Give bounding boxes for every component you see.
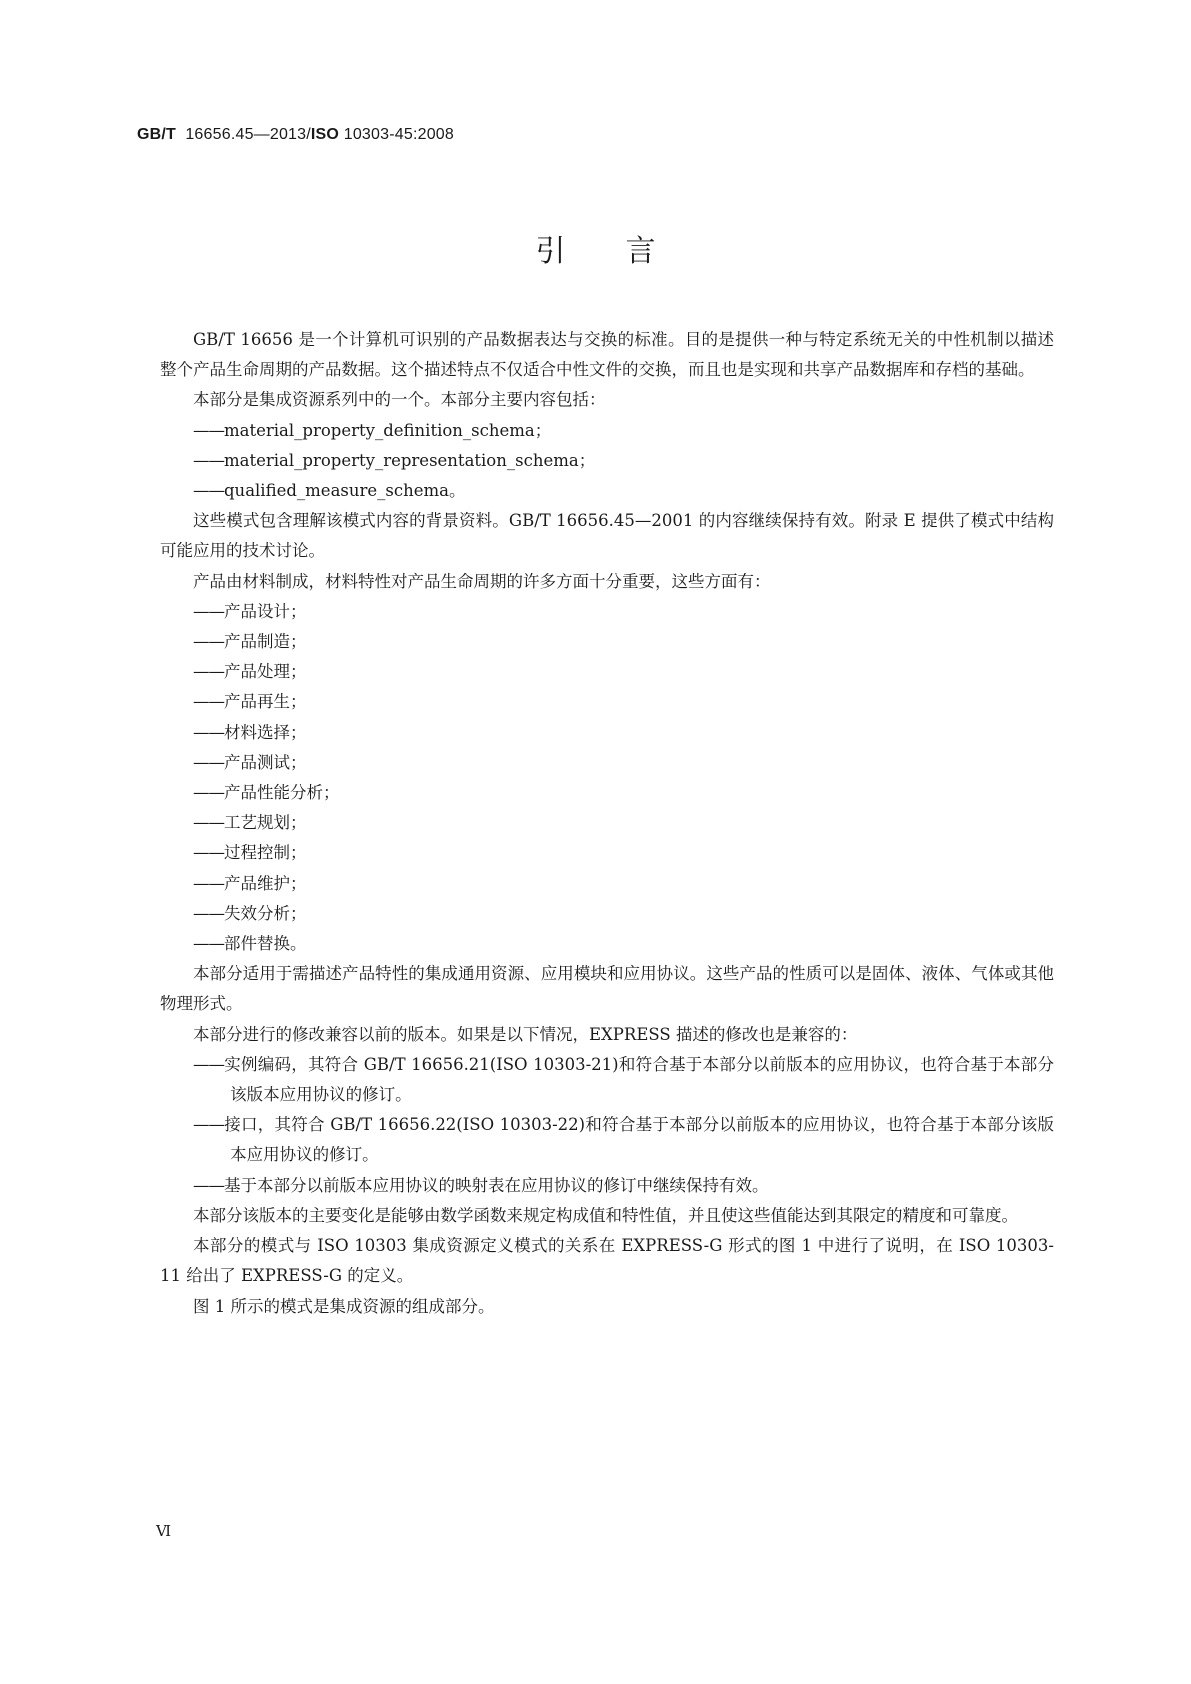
relation-paragraph: 本部分的模式与 ISO 10303 集成资源定义模式的关系在 EXPRESS-G 形式的图 1 中进行了说明，在 ISO 10303-11 给出了 EXPRESS-G 的定义。 xyxy=(160,1236,1054,1286)
applicability-paragraph: 本部分适用于需描述产品特性的集成通用资源、应用模块和应用协议。这些产品的性质可以是固体、液体、气体或其他物理形式。 xyxy=(160,964,1054,1014)
dash-marker: —— xyxy=(193,632,224,652)
list-item xyxy=(160,718,1054,748)
document-body xyxy=(160,325,1054,1322)
dash-marker: —— xyxy=(193,873,224,893)
compat-intro-paragraph: 本部分进行的修改兼容以前的版本。如果是以下情况，EXPRESS 描述的修改也是兼容的： xyxy=(193,1024,858,1044)
dash-marker: —— xyxy=(193,843,224,863)
aspect-item: 产品设计； xyxy=(224,601,307,621)
intro-paragraph: GB/T 16656 是一个计算机可识别的产品数据表达与交换的标准。目的是提供一种与特定系统无关的中性机制以描述整个产品生命周期的产品数据。这个描述特点不仅适合中性文件的交换，而且也是实现和共享产品数据库和存档的基础。 xyxy=(160,330,1054,380)
list-item xyxy=(160,476,1054,506)
aspect-item: 产品性能分析； xyxy=(224,783,340,803)
list-item xyxy=(160,899,1054,929)
list-item xyxy=(160,446,1054,476)
list-item xyxy=(160,748,1054,778)
dash-marker: —— xyxy=(193,1054,224,1074)
dash-marker: —— xyxy=(193,1115,224,1135)
scope-intro-paragraph: 本部分是集成资源系列中的一个。本部分主要内容包括： xyxy=(193,390,606,410)
header-std-prefix: GB/T xyxy=(137,126,177,143)
page-title: 引言 xyxy=(535,234,716,269)
dash-marker: —— xyxy=(193,420,224,440)
dash-marker: —— xyxy=(193,692,224,712)
compat-item: 基于本部分以前版本应用协议的映射表在应用协议的修订中继续保持有效。 xyxy=(224,1175,769,1195)
header-iso-prefix: ISO xyxy=(310,126,340,143)
dash-marker: —— xyxy=(193,903,224,923)
aspect-item: 产品再生； xyxy=(224,692,307,712)
aspect-item: 过程控制； xyxy=(224,843,307,863)
list-item xyxy=(160,929,1054,959)
dash-marker: —— xyxy=(193,813,224,833)
header-std-number: 16656.45—2013/ xyxy=(185,126,311,143)
dash-marker: —— xyxy=(193,1175,224,1195)
aspect-item: 产品维护； xyxy=(224,873,307,893)
dash-marker: —— xyxy=(193,783,224,803)
dash-marker: —— xyxy=(193,450,224,470)
list-item xyxy=(160,657,1054,687)
aspect-item: 失效分析； xyxy=(224,903,307,923)
list-item xyxy=(160,778,1054,808)
list-item xyxy=(160,808,1054,838)
aspect-item: 产品测试； xyxy=(224,752,307,772)
document-header xyxy=(137,126,454,144)
list-item xyxy=(160,597,1054,627)
schema-item: material_property_representation_schema； xyxy=(224,450,596,470)
compat-item: 实例编码，其符合 GB/T 16656.21(ISO 10303-21)和符合基于本部分以前版本的应用协议，也符合基于本部分该版本应用协议的修订。 xyxy=(224,1054,1054,1105)
dash-marker: —— xyxy=(193,934,224,954)
header-iso-number: 10303-45:2008 xyxy=(343,126,454,143)
list-item xyxy=(160,627,1054,657)
aspect-item: 工艺规划； xyxy=(224,813,307,833)
dash-marker: —— xyxy=(193,601,224,621)
page-number: Ⅵ xyxy=(156,1522,172,1540)
list-item xyxy=(160,1110,1054,1170)
dash-marker: —— xyxy=(193,752,224,772)
list-item xyxy=(160,1171,1054,1201)
aspect-item: 部件替换。 xyxy=(224,934,307,954)
list-item xyxy=(160,416,1054,446)
figure-note-paragraph: 图 1 所示的模式是集成资源的组成部分。 xyxy=(193,1296,495,1316)
schema-item: material_property_definition_schema； xyxy=(224,420,552,440)
list-item xyxy=(160,838,1054,868)
aspect-item: 产品制造； xyxy=(224,632,307,652)
aspects-intro-paragraph: 产品由材料制成，材料特性对产品生命周期的许多方面十分重要，这些方面有： xyxy=(193,571,771,591)
schema-item: qualified_measure_schema。 xyxy=(224,481,466,501)
dash-marker: —— xyxy=(193,722,224,742)
background-paragraph: 这些模式包含理解该模式内容的背景资料。GB/T 16656.45—2001 的内容继续保持有效。附录 E 提供了模式中结构可能应用的技术讨论。 xyxy=(160,511,1054,561)
main-change-paragraph: 本部分该版本的主要变化是能够由数学函数来规定构成值和特性值，并且使这些值能达到其限定的精度和可靠度。 xyxy=(193,1205,1018,1225)
aspect-item: 材料选择； xyxy=(224,722,307,742)
list-item xyxy=(160,687,1054,717)
compat-item: 接口，其符合 GB/T 16656.22(ISO 10303-22)和符合基于本部分以前版本的应用协议，也符合基于本部分该版本应用协议的修订。 xyxy=(224,1115,1054,1165)
list-item xyxy=(160,869,1054,899)
dash-marker: —— xyxy=(193,481,224,501)
list-item xyxy=(160,1050,1054,1110)
aspect-item: 产品处理； xyxy=(224,662,307,682)
dash-marker: —— xyxy=(193,662,224,682)
